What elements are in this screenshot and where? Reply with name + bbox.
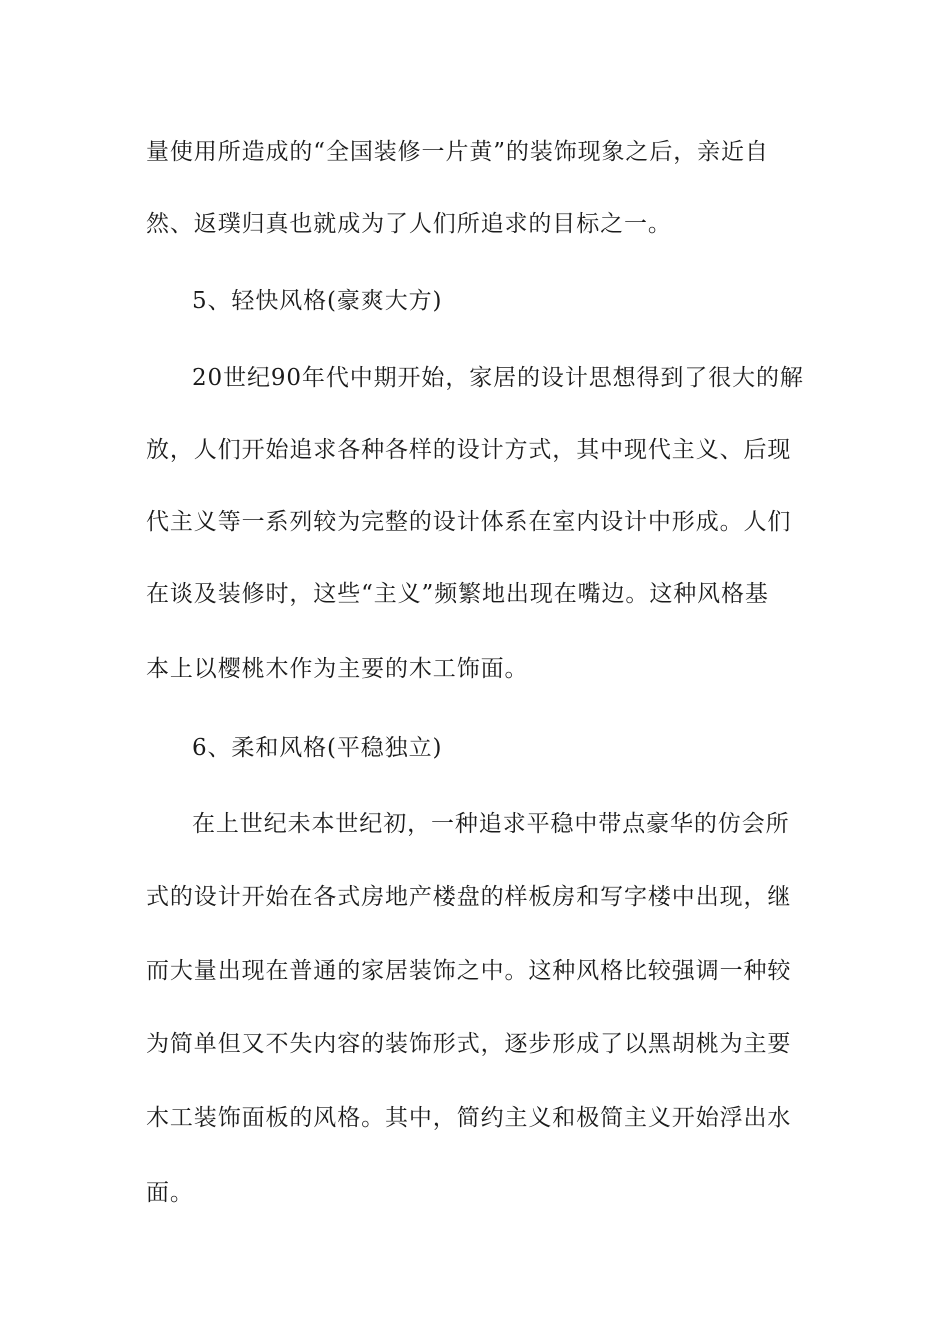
- paragraph-line: 本上以樱桃木作为主要的木工饰面。: [146, 656, 529, 682]
- paragraph-line: 为简单但又不失内容的装饰形式，逐步形成了以黑胡桃为主要: [146, 1031, 792, 1057]
- paragraph-line: 在上世纪未本世纪初，一种追求平稳中带点豪华的仿会所: [192, 811, 790, 837]
- paragraph-line: 木工装饰面板的风格。其中，简约主义和极简主义开始浮出水: [146, 1105, 792, 1131]
- paragraph-line: 放，人们开始追求各种各样的设计方式，其中现代主义、后现: [146, 437, 792, 463]
- paragraph-line: 式的设计开始在各式房地产楼盘的样板房和写字楼中出现，继: [146, 884, 792, 910]
- paragraph-line: 而大量出现在普通的家居装饰之中。这种风格比较强调一种较: [146, 958, 792, 984]
- paragraph-line: 20世纪90年代中期开始，家居的设计思想得到了很大的解: [192, 365, 804, 391]
- paragraph-line: 量使用所造成的“全国装修一片黄”的装饰现象之后，亲近自: [146, 139, 769, 165]
- section-heading-6: 6、柔和风格(平稳独立): [192, 735, 443, 761]
- paragraph-line: 面。: [146, 1180, 194, 1206]
- paragraph-line: 代主义等一系列较为完整的设计体系在室内设计中形成。人们: [146, 509, 792, 535]
- paragraph-line: 在谈及装修时，这些“主义”频繁地出现在嘴边。这种风格基: [146, 581, 769, 607]
- paragraph-line: 然、返璞归真也就成为了人们所追求的目标之一。: [146, 211, 672, 237]
- section-heading-5: 5、轻快风格(豪爽大方): [192, 288, 443, 314]
